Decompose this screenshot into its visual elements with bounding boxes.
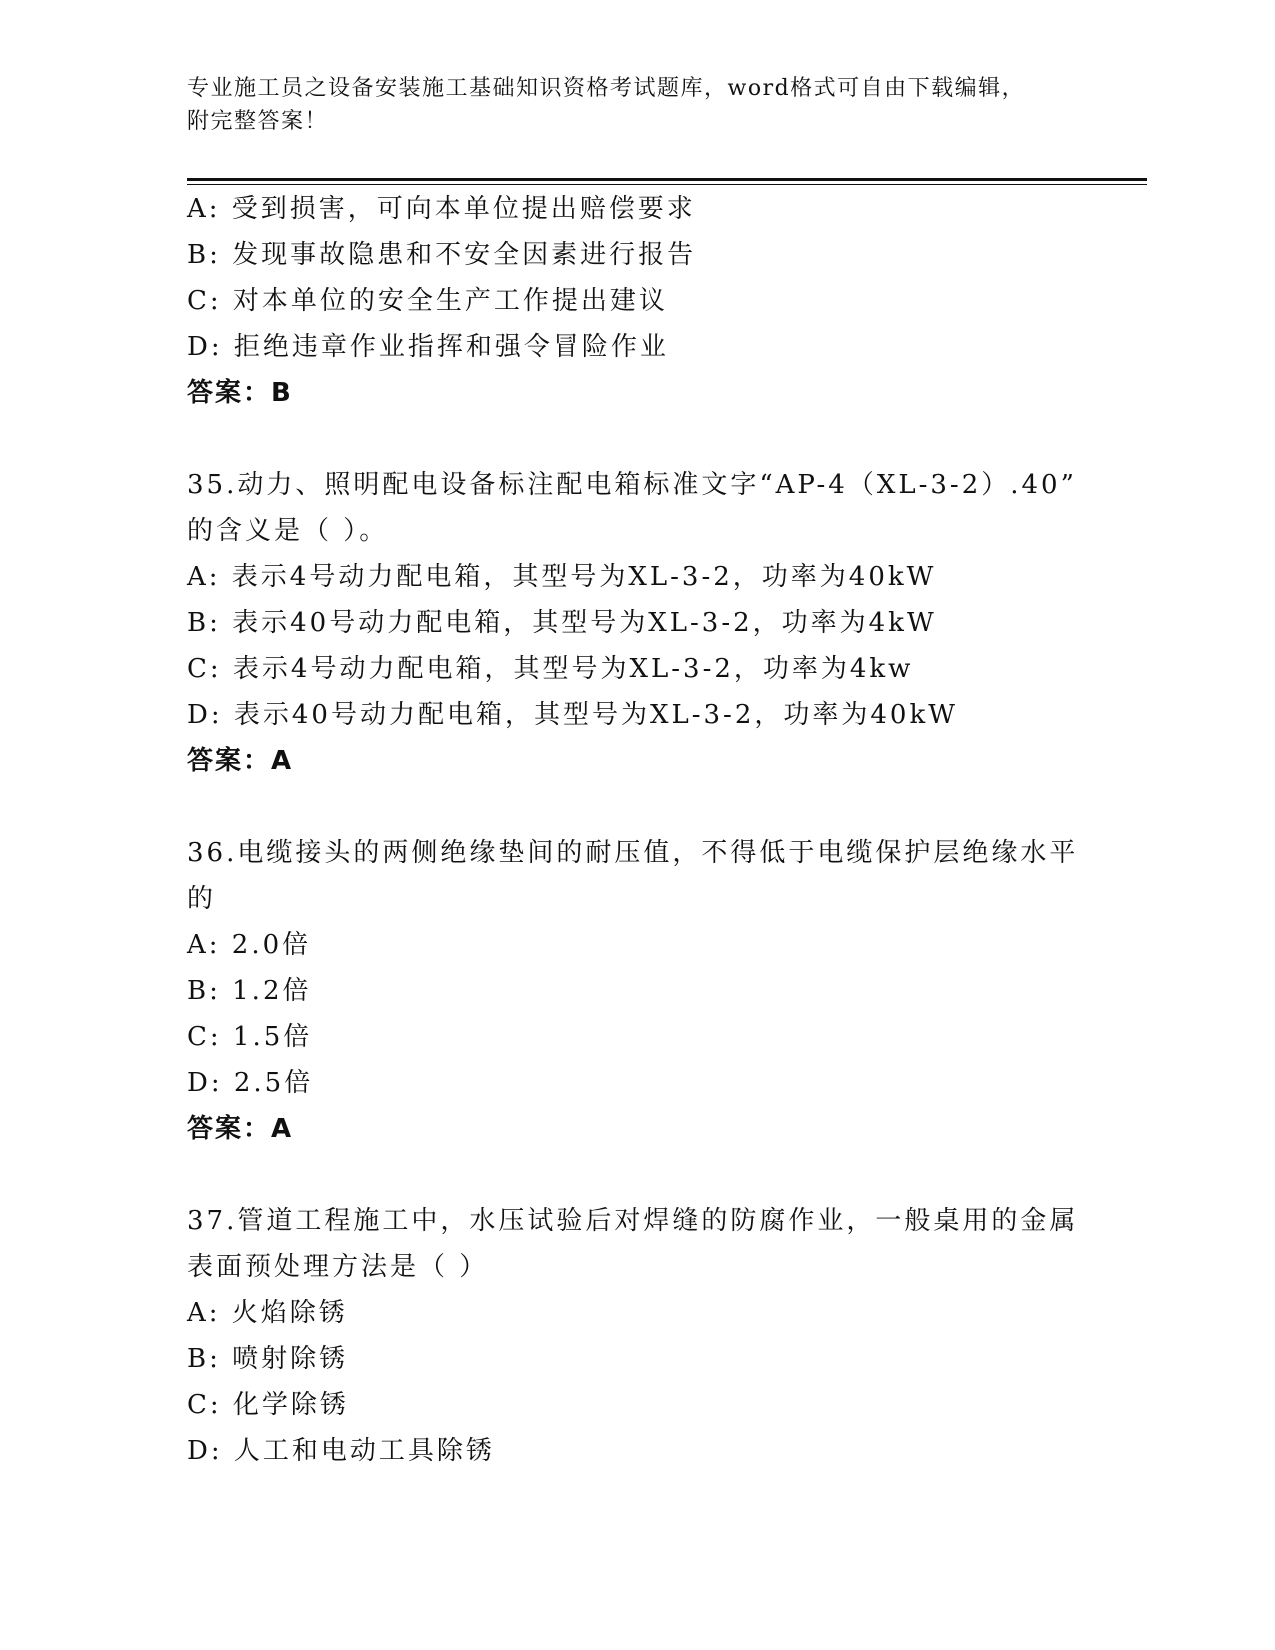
question-37-options (187, 1290, 1087, 1474)
question-37-text: 37.管道工程施工中，水压试验后对焊缝的防腐作业，一般桌用的金属 表面预处理方法是（ ） (187, 1206, 1079, 1282)
option-d: D: 人工和电动工具除锈 (187, 1436, 495, 1466)
option-d: D: 2.5倍 (187, 1068, 314, 1098)
option-b: B: 发现事故隐患和不安全因素进行报告 (187, 240, 697, 270)
question-36-options (187, 922, 1087, 1106)
option-a: A: 受到损害，可向本单位提出赔偿要求 (187, 194, 696, 224)
option-a: A: 火焰除锈 (187, 1298, 348, 1328)
spacer (187, 1152, 1087, 1198)
answer-36: 答案：A (187, 1114, 294, 1144)
option-c: C: 表示4号动力配电箱，其型号为XL-3-2，功率为4kw (187, 654, 914, 684)
option-b: B: 喷射除锈 (187, 1344, 349, 1374)
question-36-text: 36.电缆接头的两侧绝缘垫间的耐压值，不得低于电缆保护层绝缘水平 的 (187, 838, 1079, 914)
header-divider-thick (187, 178, 1147, 181)
option-c: C: 对本单位的安全生产工作提出建议 (187, 286, 668, 316)
option-c: C: 化学除锈 (187, 1390, 349, 1420)
option-b: B: 1.2倍 (187, 976, 312, 1006)
spacer (187, 416, 1087, 462)
question-35-text: 35.动力、照明配电设备标注配电箱标准文字“AP-4（XL-3-2）.40” 的含义是（ ）。 (187, 470, 1077, 546)
spacer (187, 784, 1087, 830)
option-d: D: 表示40号动力配电箱，其型号为XL-3-2，功率为40kW (187, 700, 958, 730)
answer-34: 答案：B (187, 378, 293, 408)
option-a: A: 表示4号动力配电箱，其型号为XL-3-2，功率为40kW (187, 562, 937, 592)
option-d: D: 拒绝违章作业指挥和强令冒险作业 (187, 332, 669, 362)
header-divider-thin (187, 184, 1147, 185)
option-a: A: 2.0倍 (187, 930, 312, 960)
question-35-options (187, 554, 1087, 738)
option-c: C: 1.5倍 (187, 1022, 313, 1052)
document-header: 专业施工员之设备安装施工基础知识资格考试题库，word格式可自由下载编辑， 附完整答案！ (187, 76, 1026, 134)
question-content (187, 186, 1087, 1474)
answer-35: 答案：A (187, 746, 294, 776)
option-b: B: 表示40号动力配电箱，其型号为XL-3-2，功率为4kW (187, 608, 937, 638)
question-34-options (187, 186, 1087, 370)
